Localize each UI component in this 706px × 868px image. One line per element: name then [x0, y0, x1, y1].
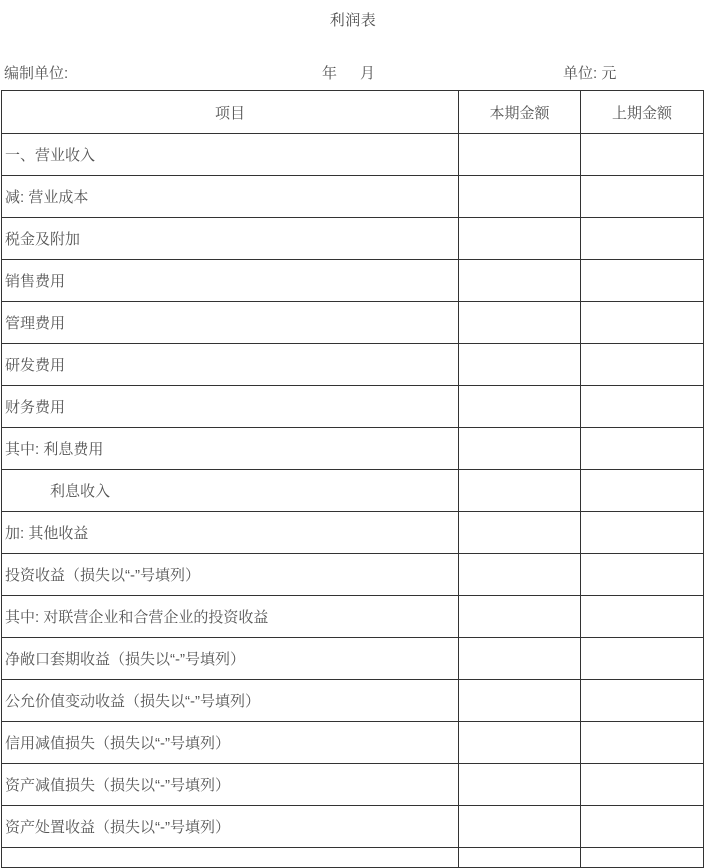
month-label: 月	[360, 65, 376, 82]
item-cell: 税金及附加	[2, 218, 459, 260]
current-amount-cell	[459, 134, 581, 176]
year-label: 年	[322, 65, 338, 82]
prior-amount-cell	[581, 554, 704, 596]
prior-amount-cell	[581, 806, 704, 848]
current-amount-cell	[459, 344, 581, 386]
table-row	[2, 428, 704, 470]
item-cell: 销售费用	[2, 260, 459, 302]
current-amount-cell	[459, 470, 581, 512]
item-cell: 其中: 对联营企业和合营企业的投资收益	[2, 596, 459, 638]
table-body	[2, 134, 704, 868]
table-row	[2, 638, 704, 680]
table-row	[2, 260, 704, 302]
item-cell: 资产处置收益（损失以“-”号填列）	[2, 806, 459, 848]
table-row	[2, 806, 704, 848]
item-cell: 净敞口套期收益（损失以“-”号填列）	[2, 638, 459, 680]
item-cell: 信用减值损失（损失以“-”号填列）	[2, 722, 459, 764]
document-meta-row	[0, 62, 706, 82]
current-amount-cell	[459, 218, 581, 260]
currency-unit-label: 单位: 元	[563, 65, 617, 82]
table-row	[2, 134, 704, 176]
table-row	[2, 176, 704, 218]
column-header-prior-amount: 上期金额	[581, 91, 704, 134]
prior-amount-cell	[581, 596, 704, 638]
item-cell: 投资收益（损失以“-”号填列）	[2, 554, 459, 596]
current-amount-cell	[459, 512, 581, 554]
income-statement-table	[1, 90, 704, 868]
table-row	[2, 302, 704, 344]
prior-amount-cell	[581, 680, 704, 722]
prior-amount-cell	[581, 386, 704, 428]
item-cell: 一、营业收入	[2, 134, 459, 176]
table-row	[2, 680, 704, 722]
item-cell: 其中: 利息费用	[2, 428, 459, 470]
column-header-item: 项目	[2, 91, 459, 134]
current-amount-cell	[459, 764, 581, 806]
current-amount-cell	[459, 638, 581, 680]
current-amount-cell	[459, 596, 581, 638]
prior-amount-cell	[581, 512, 704, 554]
prior-amount-cell	[581, 260, 704, 302]
item-cell: 财务费用	[2, 386, 459, 428]
table-row	[2, 596, 704, 638]
current-amount-cell	[459, 680, 581, 722]
item-cell: 资产减值损失（损失以“-”号填列）	[2, 764, 459, 806]
table-row	[2, 764, 704, 806]
prior-amount-cell	[581, 176, 704, 218]
column-header-current-amount: 本期金额	[459, 91, 581, 134]
current-amount-cell	[459, 554, 581, 596]
current-amount-cell	[459, 302, 581, 344]
item-cell: 公允价值变动收益（损失以“-”号填列）	[2, 680, 459, 722]
prior-amount-cell	[581, 302, 704, 344]
table-row	[2, 344, 704, 386]
current-amount-cell	[459, 722, 581, 764]
prior-amount-cell	[581, 764, 704, 806]
page-title: 利润表	[329, 12, 377, 29]
item-cell: 管理费用	[2, 302, 459, 344]
current-amount-cell	[459, 428, 581, 470]
prepared-by-label: 编制单位:	[4, 65, 69, 82]
table-row	[2, 218, 704, 260]
table-row	[2, 512, 704, 554]
current-amount-cell	[459, 176, 581, 218]
current-amount-cell	[459, 806, 581, 848]
table-header-row	[2, 91, 704, 134]
prior-amount-cell	[581, 722, 704, 764]
prior-amount-cell	[581, 134, 704, 176]
table-row	[2, 470, 704, 512]
current-amount-cell	[459, 386, 581, 428]
table-row	[2, 386, 704, 428]
prior-amount-cell	[581, 218, 704, 260]
table-row	[2, 722, 704, 764]
current-amount-cell	[459, 260, 581, 302]
item-cell: 研发费用	[2, 344, 459, 386]
prior-amount-cell	[581, 344, 704, 386]
prior-amount-cell	[581, 638, 704, 680]
item-cell: 加: 其他收益	[2, 512, 459, 554]
table-row	[2, 554, 704, 596]
prior-amount-cell	[581, 428, 704, 470]
prior-amount-cell	[581, 470, 704, 512]
item-cell: 减: 营业成本	[2, 176, 459, 218]
report-date	[322, 62, 375, 83]
item-cell: 利息收入	[2, 470, 459, 512]
